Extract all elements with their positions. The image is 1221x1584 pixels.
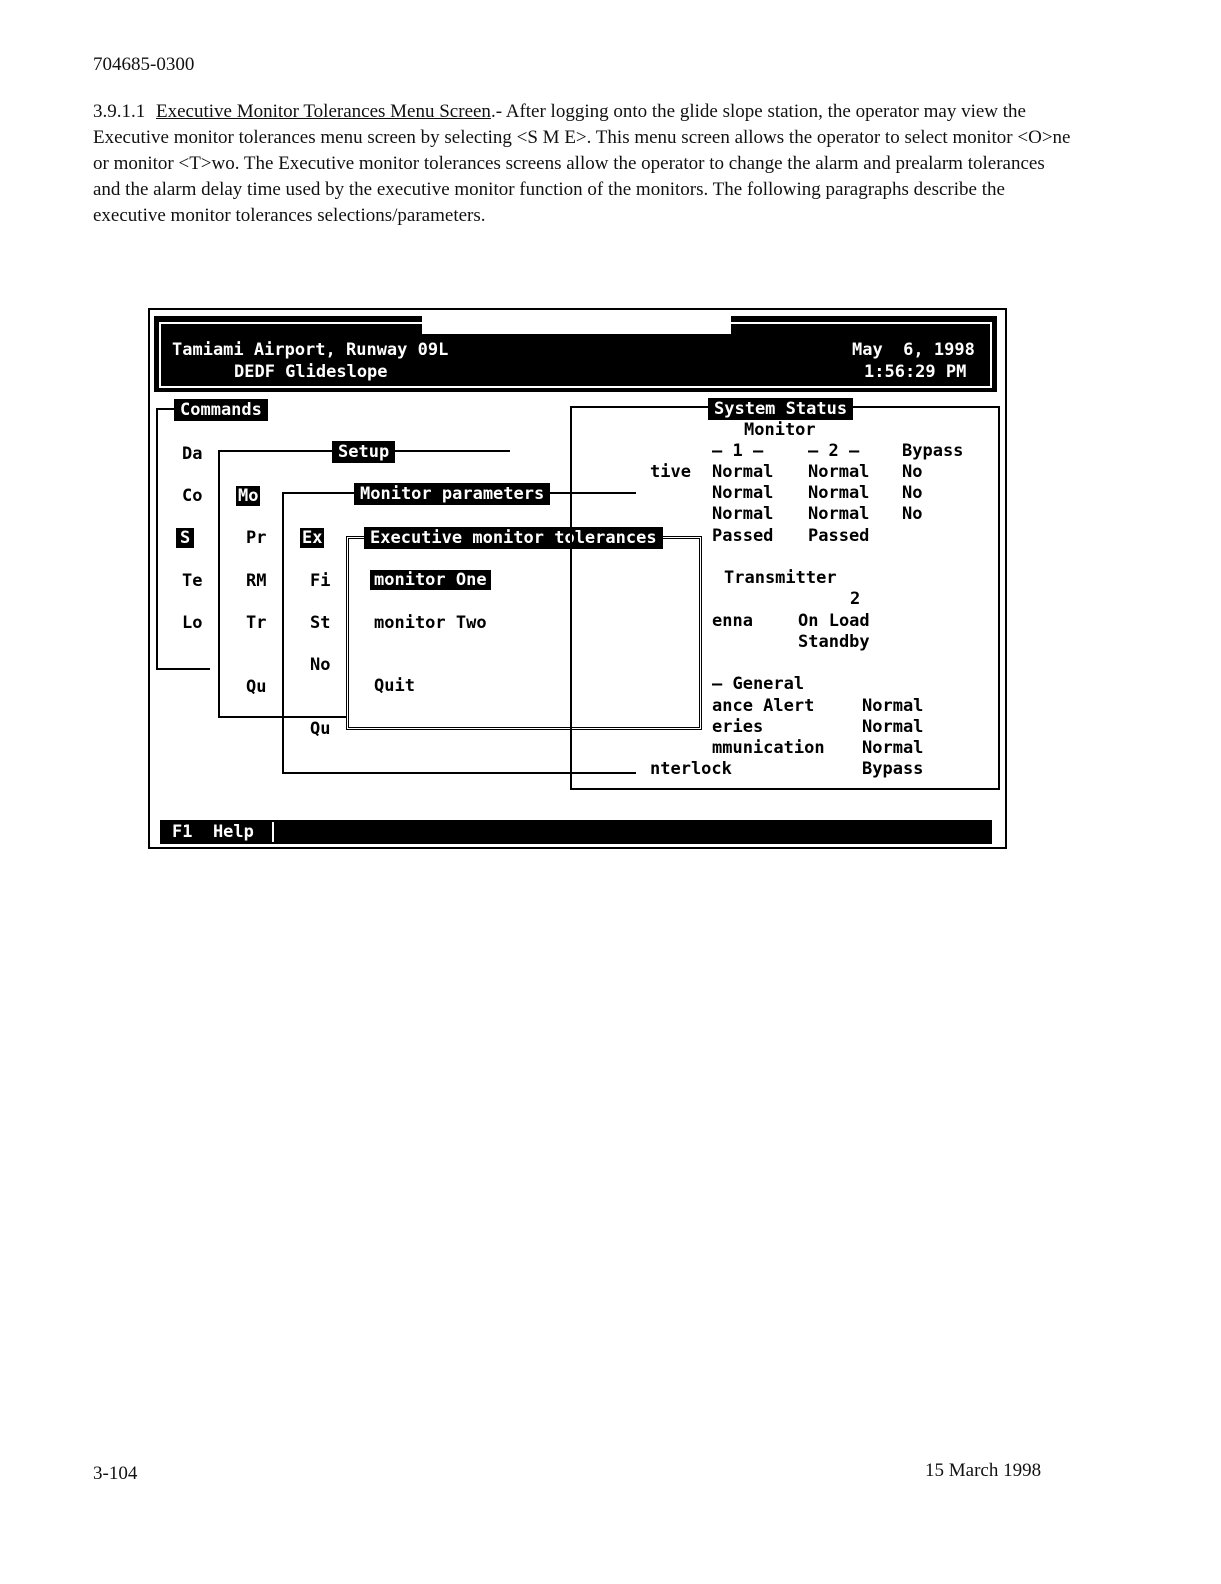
transmitter-value-2: Standby: [798, 632, 870, 652]
status-cell: Passed: [712, 526, 774, 546]
monitor-col-1: — 1 —: [712, 441, 764, 461]
section-number: 3.9.1.1: [93, 101, 146, 122]
monparam-item-ex-selected[interactable]: Ex: [302, 528, 323, 548]
setup-item-tr[interactable]: Tr: [246, 613, 267, 633]
status-occluder: [572, 408, 694, 464]
monitor-parameters-title: Monitor parameters: [354, 483, 550, 505]
header-bar: [154, 316, 997, 392]
page-date: 15 March 1998: [925, 1460, 1042, 1481]
help-separator: [272, 822, 274, 842]
status-cell: Normal: [712, 504, 774, 524]
transmitter-value-1: On Load: [798, 611, 870, 631]
status-cell: Normal: [808, 504, 870, 524]
help-key[interactable]: F1 Help: [172, 822, 254, 842]
app-title: WILCOX Mark 20A ILS EMULATION: [422, 314, 731, 334]
status-cell: Normal: [712, 462, 774, 482]
status-cell: No: [902, 462, 923, 482]
setup-item-rm[interactable]: RM: [246, 571, 267, 591]
setup-title: Setup: [332, 441, 395, 463]
general-row-value: Normal: [862, 696, 924, 716]
general-row-label: mmunication: [712, 738, 825, 758]
status-cell: Passed: [808, 526, 870, 546]
airport-location: Tamiami Airport, Runway 09L: [172, 340, 449, 360]
setup-item-pr[interactable]: Pr: [246, 528, 267, 548]
monitor-one-option-selected[interactable]: monitor One: [370, 570, 491, 590]
status-cell: No: [902, 504, 923, 524]
monparam-item-qu[interactable]: Qu: [310, 719, 331, 739]
status-cell: No: [902, 483, 923, 503]
status-row-label: tive: [650, 462, 691, 482]
header-time: 1:56:29 PM: [864, 362, 967, 382]
terminal-screen: [148, 308, 1007, 849]
monparam-item-st[interactable]: St: [310, 613, 331, 633]
general-row-value: Normal: [862, 717, 924, 737]
general-row-value: Bypass: [862, 759, 924, 779]
monitor-section-title: Monitor: [744, 420, 816, 440]
general-title: — General: [712, 674, 805, 694]
section-paragraph: [93, 99, 1073, 229]
general-row-value: Normal: [862, 738, 924, 758]
monitor-col-2: — 2 —: [808, 441, 860, 461]
general-row-label: ance Alert: [712, 696, 815, 716]
system-status-title: System Status: [708, 398, 853, 420]
commands-title: Commands: [174, 399, 268, 421]
monparam-item-no[interactable]: No: [310, 655, 331, 675]
status-cell: Normal: [808, 483, 870, 503]
section-title-suffix: .-: [490, 101, 503, 122]
setup-item-mo-selected[interactable]: Mo: [238, 486, 259, 506]
transmitter-col-2: 2: [850, 589, 861, 609]
cmd-item-da[interactable]: Da: [182, 444, 203, 464]
transmitter-title: Transmitter: [724, 568, 837, 588]
cmd-item-setup-selected[interactable]: S: [176, 528, 194, 548]
help-bar: [160, 820, 992, 844]
quit-option[interactable]: Quit: [374, 676, 415, 696]
header-date: May 6, 1998: [852, 340, 975, 360]
section-body: After logging onto the glide slope station, the operator may view the Executive monitor tolerances menu screen by selecting <S M E>. This menu screen allows the operator to select monitor <O>ne or monitor <T>wo. The Executive monitor tolerances screens allow the operator to change the alarm and prealarm tolerances and the alarm delay time used by the executive monitor function of the monitors. The following paragraphs describe the executive monitor tolerances selections/parameters.: [93, 101, 1071, 226]
general-row-label: nterlock: [650, 759, 732, 779]
status-cell: Normal: [808, 462, 870, 482]
section-title: Executive Monitor Tolerances Menu Screen: [156, 101, 491, 122]
station-name: DEDF Glideslope: [234, 362, 388, 382]
page-number: 3-104: [93, 1463, 138, 1484]
exec-tolerances-title: Executive monitor tolerances: [364, 527, 663, 549]
setup-item-qu[interactable]: Qu: [246, 677, 267, 697]
cmd-item-lo[interactable]: Lo: [182, 613, 203, 633]
transmitter-row-label: enna: [712, 611, 753, 631]
status-cell: Normal: [712, 483, 774, 503]
monitor-two-option[interactable]: monitor Two: [374, 613, 487, 633]
general-row-label: eries: [712, 717, 764, 737]
document-number: 704685-0300: [93, 54, 195, 75]
cmd-item-co[interactable]: Co: [182, 486, 203, 506]
cmd-item-te[interactable]: Te: [182, 571, 203, 591]
monitor-col-bypass: Bypass: [902, 441, 964, 461]
monparam-item-fi[interactable]: Fi: [310, 571, 331, 591]
